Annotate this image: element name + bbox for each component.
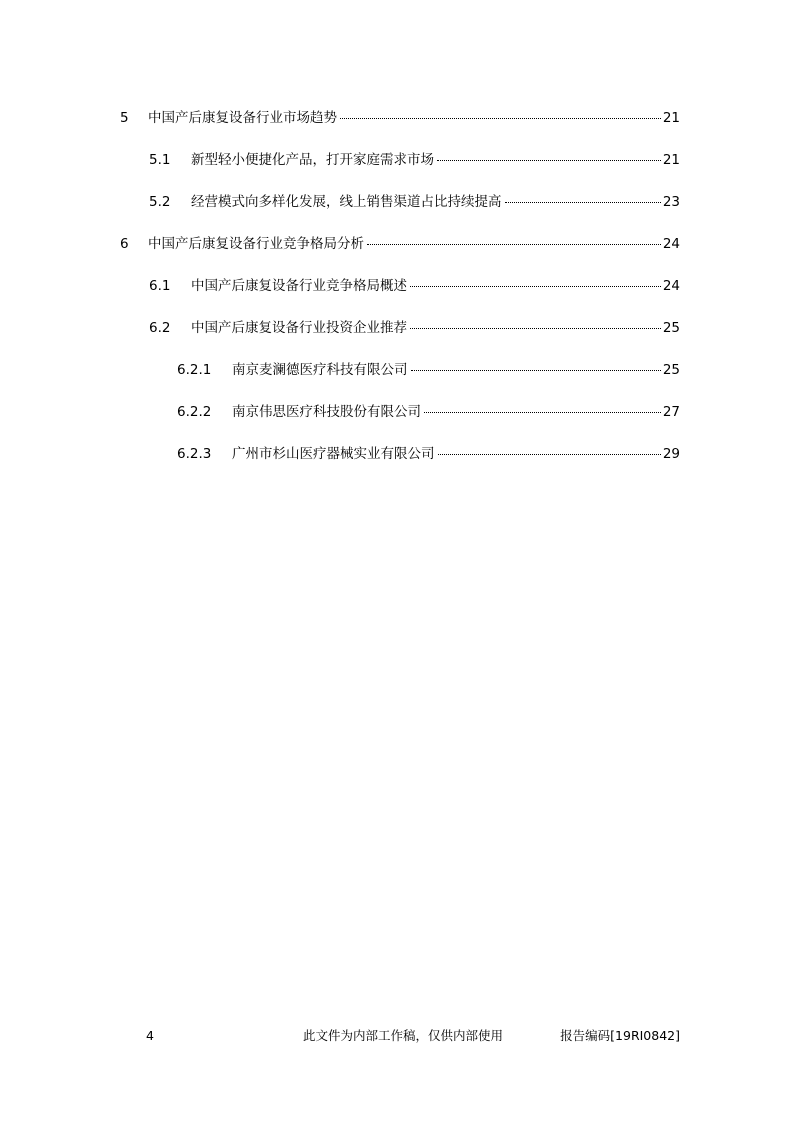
toc-title: 中国产后康复设备行业竞争格局分析 [148, 236, 364, 252]
footer-page-number: 4 [146, 1028, 154, 1043]
toc-title: 南京伟思医疗科技股份有限公司 [232, 404, 421, 420]
toc-title: 中国产后康复设备行业市场趋势 [148, 110, 337, 126]
toc-number: 5.1 [149, 152, 171, 168]
toc-title: 中国产后康复设备行业竞争格局概述 [191, 278, 407, 294]
toc-page-number: 21 [662, 152, 680, 168]
toc-title: 经营模式向多样化发展，线上销售渠道占比持续提高 [191, 194, 502, 210]
toc-leader-dots [411, 370, 661, 371]
toc-leader-dots [410, 328, 661, 329]
toc-entry-5-2[interactable] [149, 192, 680, 212]
toc-number: 6.2.2 [177, 404, 212, 420]
footer-report-code: 报告编码[19RI0842] [560, 1028, 680, 1043]
toc-entry-5-1[interactable] [149, 150, 680, 170]
toc-page-number: 25 [662, 320, 680, 336]
toc-entry-6-2-3[interactable] [177, 444, 680, 464]
toc-page-number: 27 [662, 404, 680, 420]
toc-page-number: 24 [662, 236, 680, 252]
toc-entry-6-2-1[interactable] [177, 360, 680, 380]
toc-page-number: 23 [662, 194, 680, 210]
toc-number: 6.2.1 [177, 362, 212, 378]
toc-title: 中国产后康复设备行业投资企业推荐 [191, 320, 407, 336]
toc-leader-dots [437, 160, 661, 161]
toc-entry-6-2[interactable] [149, 318, 680, 338]
toc-number: 6 [120, 236, 129, 252]
toc-number: 5 [120, 110, 129, 126]
toc-number: 6.2.3 [177, 446, 212, 462]
toc-number: 6.1 [149, 278, 171, 294]
toc-leader-dots [340, 118, 661, 119]
toc-number: 6.2 [149, 320, 171, 336]
toc-entry-6[interactable] [120, 234, 680, 254]
toc-title: 新型轻小便捷化产品，打开家庭需求市场 [191, 152, 434, 168]
toc-entry-6-2-2[interactable] [177, 402, 680, 422]
toc-entry-5[interactable] [120, 108, 680, 128]
toc-number: 5.2 [149, 194, 171, 210]
footer-confidential-note: 此文件为内部工作稿，仅供内部使用 [303, 1028, 504, 1043]
toc-entry-6-1[interactable] [149, 276, 680, 296]
toc-page-number: 29 [662, 446, 680, 462]
toc-title: 广州市杉山医疗器械实业有限公司 [232, 446, 435, 462]
toc-page-number: 25 [662, 362, 680, 378]
toc-leader-dots [367, 244, 661, 245]
toc-leader-dots [505, 202, 661, 203]
toc-leader-dots [438, 454, 661, 455]
toc-leader-dots [410, 286, 661, 287]
toc-page-number: 21 [662, 110, 680, 126]
toc-leader-dots [424, 412, 661, 413]
page-footer [0, 1026, 800, 1046]
toc-page-number: 24 [662, 278, 680, 294]
toc-title: 南京麦澜德医疗科技有限公司 [232, 362, 408, 378]
